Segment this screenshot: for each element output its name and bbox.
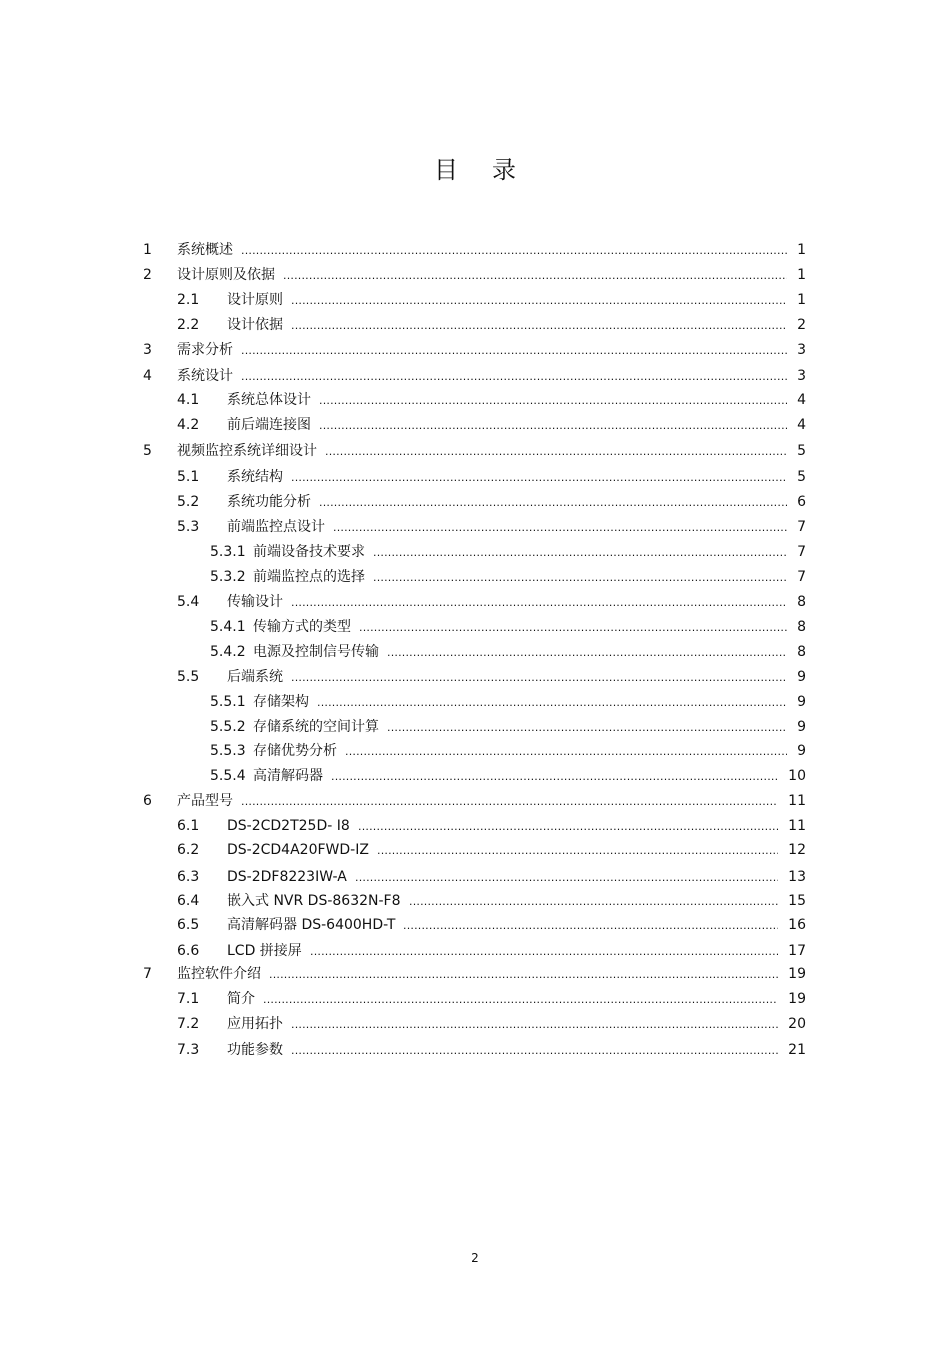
toc-title-char-1: 目 — [434, 156, 458, 184]
toc-entry-number: 5.3 — [177, 519, 200, 535]
toc-entry-page: 4 — [797, 392, 806, 408]
toc-entry-title: 系统结构 — [227, 469, 283, 485]
toc-entry-number: 5.5 — [177, 669, 200, 685]
toc-entry-page: 16 — [788, 917, 806, 933]
toc-entry-title: 简介 — [227, 991, 255, 1007]
toc-entry-page: 10 — [788, 768, 806, 784]
toc-entry-leader — [291, 1040, 778, 1060]
toc-entry-leader — [291, 1014, 778, 1034]
toc-entry-title: 存储系统的空间计算 — [253, 719, 379, 735]
toc-entry-number: 6.4 — [177, 893, 200, 909]
toc-entry-title: 前后端连接图 — [227, 417, 311, 433]
toc-entry-title: 后端系统 — [227, 669, 283, 685]
toc-entry-number: 2 — [143, 267, 152, 283]
toc-entry-leader — [291, 667, 787, 687]
toc-entry-number: 4.1 — [177, 392, 200, 408]
toc-entry-page: 9 — [797, 743, 806, 759]
toc-entry-page: 9 — [797, 719, 806, 735]
toc-entry-title: 传输设计 — [227, 594, 283, 610]
toc-entry-leader — [269, 964, 778, 984]
toc-entry-title: 视频监控系统详细设计 — [177, 443, 317, 459]
toc-entry-page: 21 — [788, 1042, 806, 1058]
toc-entry-page: 2 — [797, 317, 806, 333]
toc-entry[interactable] — [0, 667, 950, 687]
toc-entry-number: 5.5.1 — [210, 694, 246, 710]
toc-entry-number: 4 — [143, 368, 152, 384]
toc-entry-leader — [291, 315, 787, 335]
toc-entry-leader — [325, 441, 787, 461]
toc-entry-title: 高清解码器 DS-6400HD-T — [227, 917, 396, 933]
toc-entry-number: 6.3 — [177, 869, 200, 885]
toc-entry[interactable] — [0, 415, 950, 435]
toc-entry-title: LCD 拼接屏 — [227, 943, 302, 959]
toc-entry-page: 5 — [797, 469, 806, 485]
toc-entry-number: 5.4.2 — [210, 644, 246, 660]
toc-entry-leader — [387, 717, 787, 737]
toc-entry-number: 3 — [143, 342, 152, 358]
toc-entry[interactable] — [0, 692, 950, 712]
toc-entry-title: 电源及控制信号传输 — [253, 644, 379, 660]
toc-entry-page: 4 — [797, 417, 806, 433]
toc-entry-page: 8 — [797, 594, 806, 610]
toc-entry[interactable] — [0, 867, 950, 887]
toc-entry[interactable] — [0, 467, 950, 487]
toc-entry[interactable] — [0, 1040, 950, 1060]
toc-entry-title: DS-2DF8223IW-A — [227, 869, 347, 885]
toc-entry-page: 5 — [797, 443, 806, 459]
toc-entry-leader — [345, 741, 787, 761]
toc-entry[interactable] — [0, 1014, 950, 1034]
toc-entry-page: 7 — [797, 569, 806, 585]
toc-entry-number: 5 — [143, 443, 152, 459]
toc-entry-leader — [319, 415, 787, 435]
toc-entry[interactable] — [0, 315, 950, 335]
toc-entry[interactable] — [0, 366, 950, 386]
toc-entry-number: 6.6 — [177, 943, 200, 959]
toc-entry-number: 6.1 — [177, 818, 200, 834]
toc-entry-number: 7 — [143, 966, 152, 982]
toc-entry[interactable] — [0, 592, 950, 612]
toc-entry-title: 功能参数 — [227, 1042, 283, 1058]
toc-entry-leader — [359, 617, 787, 637]
toc-entry-number: 7.1 — [177, 991, 200, 1007]
toc-entry-leader — [291, 592, 787, 612]
toc-entry-number: 4.2 — [177, 417, 200, 433]
toc-entry-title: DS-2CD2T25D- I8 — [227, 818, 350, 834]
toc-entry-number: 2.1 — [177, 292, 200, 308]
toc-entry-number: 7.2 — [177, 1016, 200, 1032]
toc-entry[interactable] — [0, 741, 950, 761]
toc-entry-leader — [291, 467, 787, 487]
toc-entry-page: 3 — [797, 368, 806, 384]
toc-entry-title: 前端监控点设计 — [227, 519, 325, 535]
toc-entry-title: 系统概述 — [177, 242, 233, 258]
toc-entry-title: 设计原则 — [227, 292, 283, 308]
toc-entry-page: 11 — [788, 793, 806, 809]
toc-entry-number: 6 — [143, 793, 152, 809]
toc-entry[interactable] — [0, 290, 950, 310]
toc-entry-leader — [409, 891, 778, 911]
toc-entry-leader — [333, 517, 787, 537]
toc-entry-leader — [377, 840, 778, 860]
toc-entry-page: 9 — [797, 694, 806, 710]
toc-entry-leader — [283, 265, 787, 285]
toc-entry[interactable] — [0, 240, 950, 260]
toc-entry[interactable] — [0, 840, 950, 860]
toc-entry[interactable] — [0, 941, 950, 961]
toc-entry-leader — [241, 240, 787, 260]
toc-entry[interactable] — [0, 642, 950, 662]
toc-entry-number: 5.3.2 — [210, 569, 246, 585]
toc-entry-title: DS-2CD4A20FWD-IZ — [227, 842, 369, 858]
toc-entry-leader — [241, 791, 778, 811]
toc-entry-page: 8 — [797, 644, 806, 660]
toc-entry-leader — [355, 867, 778, 887]
toc-entry-leader — [241, 366, 787, 386]
toc-entry-title: 前端设备技术要求 — [253, 544, 365, 560]
toc-entry-leader — [310, 941, 778, 961]
toc-entry-page: 7 — [797, 519, 806, 535]
toc-entry-leader — [403, 915, 778, 935]
toc-entry-title: 前端监控点的选择 — [253, 569, 365, 585]
toc-entry-leader — [317, 692, 787, 712]
toc-entry-page: 15 — [788, 893, 806, 909]
toc-entry[interactable] — [0, 517, 950, 537]
toc-entry[interactable] — [0, 390, 950, 410]
toc-entry-page: 1 — [797, 242, 806, 258]
toc-entry-leader — [331, 766, 778, 786]
toc-entry-number: 2.2 — [177, 317, 200, 333]
toc-entry-page: 6 — [797, 494, 806, 510]
toc-entry-leader — [241, 340, 787, 360]
toc-entry-number: 6.5 — [177, 917, 200, 933]
toc-entry-leader — [319, 492, 787, 512]
toc-entry-title: 产品型号 — [177, 793, 233, 809]
toc-entry[interactable] — [0, 915, 950, 935]
toc-entry-leader — [387, 642, 787, 662]
toc-entry[interactable] — [0, 441, 950, 461]
toc-entry[interactable] — [0, 492, 950, 512]
toc-entry[interactable] — [0, 964, 950, 984]
toc-entry-title: 需求分析 — [177, 342, 233, 358]
toc-entry[interactable] — [0, 891, 950, 911]
toc-entry-page: 8 — [797, 619, 806, 635]
toc-entry[interactable] — [0, 989, 950, 1009]
toc-entry-title: 传输方式的类型 — [253, 619, 351, 635]
toc-entry-number: 6.2 — [177, 842, 200, 858]
toc-entry-leader — [373, 542, 787, 562]
toc-entry-number: 5.4 — [177, 594, 200, 610]
toc-entry-number: 5.5.3 — [210, 743, 246, 759]
toc-entry-title: 高清解码器 — [253, 768, 323, 784]
toc-entry-title: 系统设计 — [177, 368, 233, 384]
toc-entry-title: 应用拓扑 — [227, 1016, 283, 1032]
toc-entry-page: 3 — [797, 342, 806, 358]
toc-entry[interactable] — [0, 340, 950, 360]
toc-entry-page: 19 — [788, 991, 806, 1007]
toc-entry-leader — [291, 290, 787, 310]
toc-entry-number: 5.5.4 — [210, 768, 246, 784]
toc-entry-page: 1 — [797, 267, 806, 283]
toc-entry-page: 1 — [797, 292, 806, 308]
toc-entry-number: 7.3 — [177, 1042, 200, 1058]
toc-entry-number: 5.5.2 — [210, 719, 246, 735]
toc-entry[interactable] — [0, 567, 950, 587]
toc-entry-title: 存储架构 — [253, 694, 309, 710]
toc-entry-page: 11 — [788, 818, 806, 834]
toc-title-char-2: 录 — [492, 156, 516, 184]
toc-entry[interactable] — [0, 617, 950, 637]
toc-entry-title: 设计原则及依据 — [177, 267, 275, 283]
toc-entry[interactable] — [0, 766, 950, 786]
toc-entry-number: 5.4.1 — [210, 619, 246, 635]
toc-entry-page: 20 — [788, 1016, 806, 1032]
toc-entry[interactable] — [0, 265, 950, 285]
toc-entry[interactable] — [0, 717, 950, 737]
toc-entry-number: 5.2 — [177, 494, 200, 510]
toc-entry-leader — [319, 390, 787, 410]
toc-entry-page: 9 — [797, 669, 806, 685]
page-number: 2 — [471, 1251, 479, 1265]
toc-entry-leader — [263, 989, 778, 1009]
toc-entry-number: 5.1 — [177, 469, 200, 485]
toc-entry[interactable] — [0, 791, 950, 811]
toc-entry-title: 系统功能分析 — [227, 494, 311, 510]
toc-entry-page: 7 — [797, 544, 806, 560]
toc-entry-title: 存储优势分析 — [253, 743, 337, 759]
toc-entry-number: 5.3.1 — [210, 544, 246, 560]
toc-entry-page: 12 — [788, 842, 806, 858]
toc-entry-title: 设计依据 — [227, 317, 283, 333]
toc-entry-page: 17 — [788, 943, 806, 959]
toc-entry[interactable] — [0, 816, 950, 836]
toc-entry-number: 1 — [143, 242, 152, 258]
toc-entry-leader — [358, 816, 778, 836]
toc-entry-page: 19 — [788, 966, 806, 982]
toc-entry-title: 系统总体设计 — [227, 392, 311, 408]
toc-entry[interactable] — [0, 542, 950, 562]
toc-entry-leader — [373, 567, 787, 587]
toc-entry-title: 嵌入式 NVR DS-8632N-F8 — [227, 893, 401, 909]
toc-entry-title: 监控软件介绍 — [177, 966, 261, 982]
toc-entry-page: 13 — [788, 869, 806, 885]
